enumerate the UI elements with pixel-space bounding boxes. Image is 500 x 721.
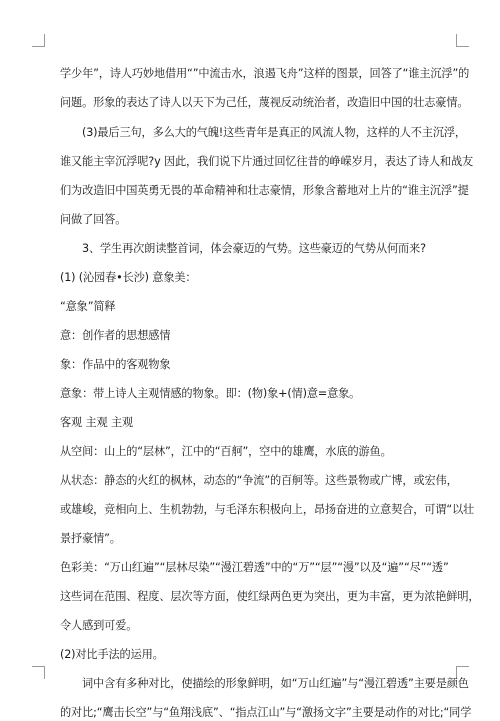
text-line: (2)对比手法的运用。 xyxy=(60,648,164,661)
text-line: 景抒豪情”。 xyxy=(60,532,121,545)
text-line: 们为改造旧中国英勇无畏的革命精神和壮志豪情，形象含蓄地对上片的“谁主沉浮”提 xyxy=(60,184,469,197)
text-line: 或雄峻，竞相向上、生机勃勃，与毛泽东积极向上，昂扬奋进的立意契合，可谓“以壮 xyxy=(60,503,475,516)
text-line: 从状态：静态的火红的枫林，动态的“争流”的百舸等。这些景物或广博，或宏伟， xyxy=(60,474,458,487)
text-line: 谁又能主宰沉浮呢?y 因此，我们说下片通过回忆往昔的峥嵘岁月，表达了诗人和战友 xyxy=(60,155,474,168)
crop-mark-top-left xyxy=(32,34,45,47)
text-line: “意象”简释 xyxy=(60,300,116,313)
text-line: 意象：带上诗人主观情感的物象。即：(物)象+(情)意=意象。 xyxy=(60,387,361,400)
text-line: 令人感到可爱。 xyxy=(60,619,138,632)
text-line: 问题。形象的表达了诗人以天下为己任，蔑视反动统治者，改造旧中国的壮志豪情。 xyxy=(60,96,469,109)
text-line: 问做了回答。 xyxy=(60,213,127,226)
text-line: 从空间：山上的“层林”，江中的“百舸”，空中的雄鹰，水底的游鱼。 xyxy=(60,445,392,458)
text-line: (3)最后三句，多么大的气魄!这些青年是真正的风流人物，这样的人不主沉浮， xyxy=(82,126,466,139)
text-line: 学少年”，诗人巧妙地借用“”中流击水，浪遏飞舟”这样的图景，回答了“谁主沉浮”的 xyxy=(60,67,470,80)
text-line: 的对比;“鹰击长空”与“鱼翔浅底”、“指点江山”与“激扬文字”主要是动作的对比;“同学 xyxy=(60,706,472,719)
text-line: 3、学生再次朗读整首词，体会豪迈的气势。这些豪迈的气势从何而来? xyxy=(82,242,426,255)
text-line: 客观 主观 主观 xyxy=(60,416,134,429)
text-line: 象：作品中的客观物象 xyxy=(60,358,171,371)
text-line: 意：创作者的思想感情 xyxy=(60,329,171,342)
crop-mark-bottom-left xyxy=(32,666,45,679)
text-line: 这些词在范围、程度、层次等方面，使红绿两色更为突出，更为丰富，更为浓艳鲜明， xyxy=(60,590,480,603)
text-line: 色彩美：“万山红遍”“层林尽染”“漫江碧透”中的“万”“层”“漫”以及“遍”“尽”“透” xyxy=(60,561,449,574)
text-line: 词中含有多种对比，使描绘的形象鲜明，如“万山红遍”与“漫江碧透”主要是颜色 xyxy=(82,677,469,690)
text-line: (1) (沁园春•长沙) 意象美： xyxy=(60,271,197,284)
crop-mark-top-right xyxy=(456,34,469,47)
